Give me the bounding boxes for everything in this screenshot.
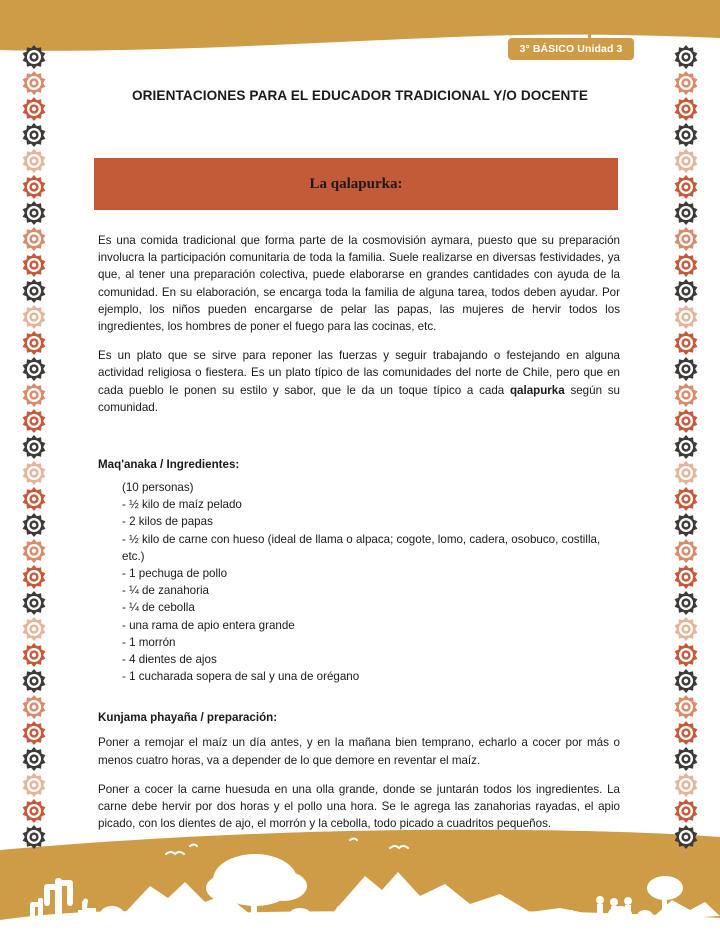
rosette-motif [673,434,699,460]
page-title: ORIENTACIONES PARA EL EDUCADOR TRADICIONAL Y/O DOCENTE [131,88,589,103]
rosette-motif [673,538,699,564]
rosette-motif [21,408,47,434]
rosette-motif [21,616,47,642]
rosette-motif [21,382,47,408]
rosette-motif [21,798,47,824]
rosette-motif [21,564,47,590]
preparation-paragraph: Poner a remojar el maíz un día antes, y en la mañana bien temprano, echarlo a cocer por más o menos cuatro horas, va a depender de lo que demore en reventar el maíz. [98,736,620,767]
rosette-motif [673,642,699,668]
rosette-motif [21,460,47,486]
rosette-motif [673,798,699,824]
rosette-motif [21,148,47,174]
rosette-motif [673,278,699,304]
rosette-motif [21,356,47,382]
rosette-motif [673,512,699,538]
recipe-body [98,232,620,832]
rosette-motif [673,408,699,434]
preparation-heading: Kunjama phayaña / preparación: [98,711,278,725]
ingredient-item: - ¼ de zanahoria [122,584,210,598]
rosette-motif [673,616,699,642]
rosette-motif [21,278,47,304]
ingredient-item: (10 personas) [122,481,194,495]
rosette-motif [673,460,699,486]
description-paragraph [98,347,620,416]
recipe-title: La qalapurka: [309,175,403,192]
preparation-paragraphs [98,734,620,832]
ingredient-item: - ½ kilo de carne con hueso (ideal de llama o alpaca; cogote, lomo, cadera, osobuco, costilla, etc.) [122,532,601,563]
rosette-motif [21,434,47,460]
ingredient-item: - 1 pechuga de pollo [122,567,228,581]
rosette-motif [673,720,699,746]
rosette-motif [673,382,699,408]
spacer [98,428,620,444]
rosette-motif [21,772,47,798]
rosette-chain-border-right [673,44,699,854]
rosette-motif [21,304,47,330]
rosette-motif [673,226,699,252]
rosette-motif [21,200,47,226]
ingredient-item: - una rama de apio entera grande [122,618,295,632]
rosette-motif [673,590,699,616]
rosette-motif [673,356,699,382]
rosette-motif [21,746,47,772]
ingredient-item: - 4 dientes de ajos [122,653,217,667]
rosette-motif [673,564,699,590]
rosette-chain-border-left [21,44,47,854]
rosette-motif [21,538,47,564]
rosette-motif [21,330,47,356]
rosette-motif [673,70,699,96]
rosette-motif [21,642,47,668]
rosette-motif [21,174,47,200]
description-text-after-term: según su comunidad. [98,383,620,414]
rosette-motif [21,486,47,512]
rosette-motif [673,252,699,278]
rosette-motif [673,330,699,356]
ingredients-list [98,479,620,685]
ingredient-item: - 2 kilos de papas [122,515,213,529]
rosette-motif [21,824,47,850]
rosette-motif [21,252,47,278]
ingredient-item: - ¼ de cebolla [122,601,195,615]
description-text-before-term: Es un plato que se sirve para reponer las fuerzas y seguir trabajando o festejando en alguna actividad religiosa o fiestera. Es un plato típico de las comunidades del norte de Chile, pero que en cada pueblo le ponen su estilo y sabor, que le da un toque típico a cada [98,349,620,397]
rosette-motif [673,200,699,226]
rosette-motif [673,694,699,720]
rosette-motif [673,96,699,122]
ingredient-item: - 1 morrón [122,635,176,649]
rosette-motif [21,44,47,70]
rosette-motif [673,174,699,200]
rosette-motif [21,720,47,746]
recipe-title-banner [94,158,618,210]
ingredients-heading: Maq'anaka / Ingredientes: [98,458,240,472]
rosette-motif [673,772,699,798]
rosette-motif [21,512,47,538]
rosette-motif [673,850,699,854]
ingredient-item: - 1 cucharada sopera de sal y una de orégano [122,670,360,684]
spacer [98,685,620,711]
rosette-motif [673,486,699,512]
highlighted-term: qalapurka [509,383,565,397]
rosette-motif [673,122,699,148]
unit-badge: 3° BÁSICO Unidad 3 [508,38,634,60]
rosette-motif [673,746,699,772]
rosette-motif [673,304,699,330]
rosette-motif [21,668,47,694]
ingredient-item: - ½ kilo de maíz pelado [122,498,242,512]
preparation-paragraph: Poner a cocer la carne huesuda en una olla grande, donde se juntarán todos los ingredientes. La carne debe hervir por dos horas y el pollo una hora. Se le agrega las zanahorias rayadas, el apio picado, con los dientes de ajo, el morrón y la cebolla, todo picado a cuadritos pequeños. [98,782,620,831]
rosette-motif [673,824,699,850]
rosette-motif [21,96,47,122]
rosette-motif [673,44,699,70]
rosette-motif [21,226,47,252]
intro-paragraph: Es una comida tradicional que forma parte de la cosmovisión aymara, puesto que su preparación involucra la participación comunitaria de toda la familia. Suele realizarse en diversas festividades, ya que, al tener una preparación colectiva, puede elaborarse en grandes cantidades con ayuda de la comunidad. En su elaboración, se encarga toda la familia de alguna tarea, todos deben ayudar. Por ejemplo, los niños pueden encargarse de pelar las papas, las mujeres de hervir todos los ingredientes, los hombres de poner el fuego para las cocinas, etc. [98,234,620,334]
rosette-motif [21,590,47,616]
rosette-motif [21,850,47,854]
rosette-motif [673,148,699,174]
rosette-motif [21,694,47,720]
rosette-motif [673,668,699,694]
rosette-motif [21,70,47,96]
bottom-andean-landscape-silhouette [0,824,720,932]
rosette-motif [21,122,47,148]
